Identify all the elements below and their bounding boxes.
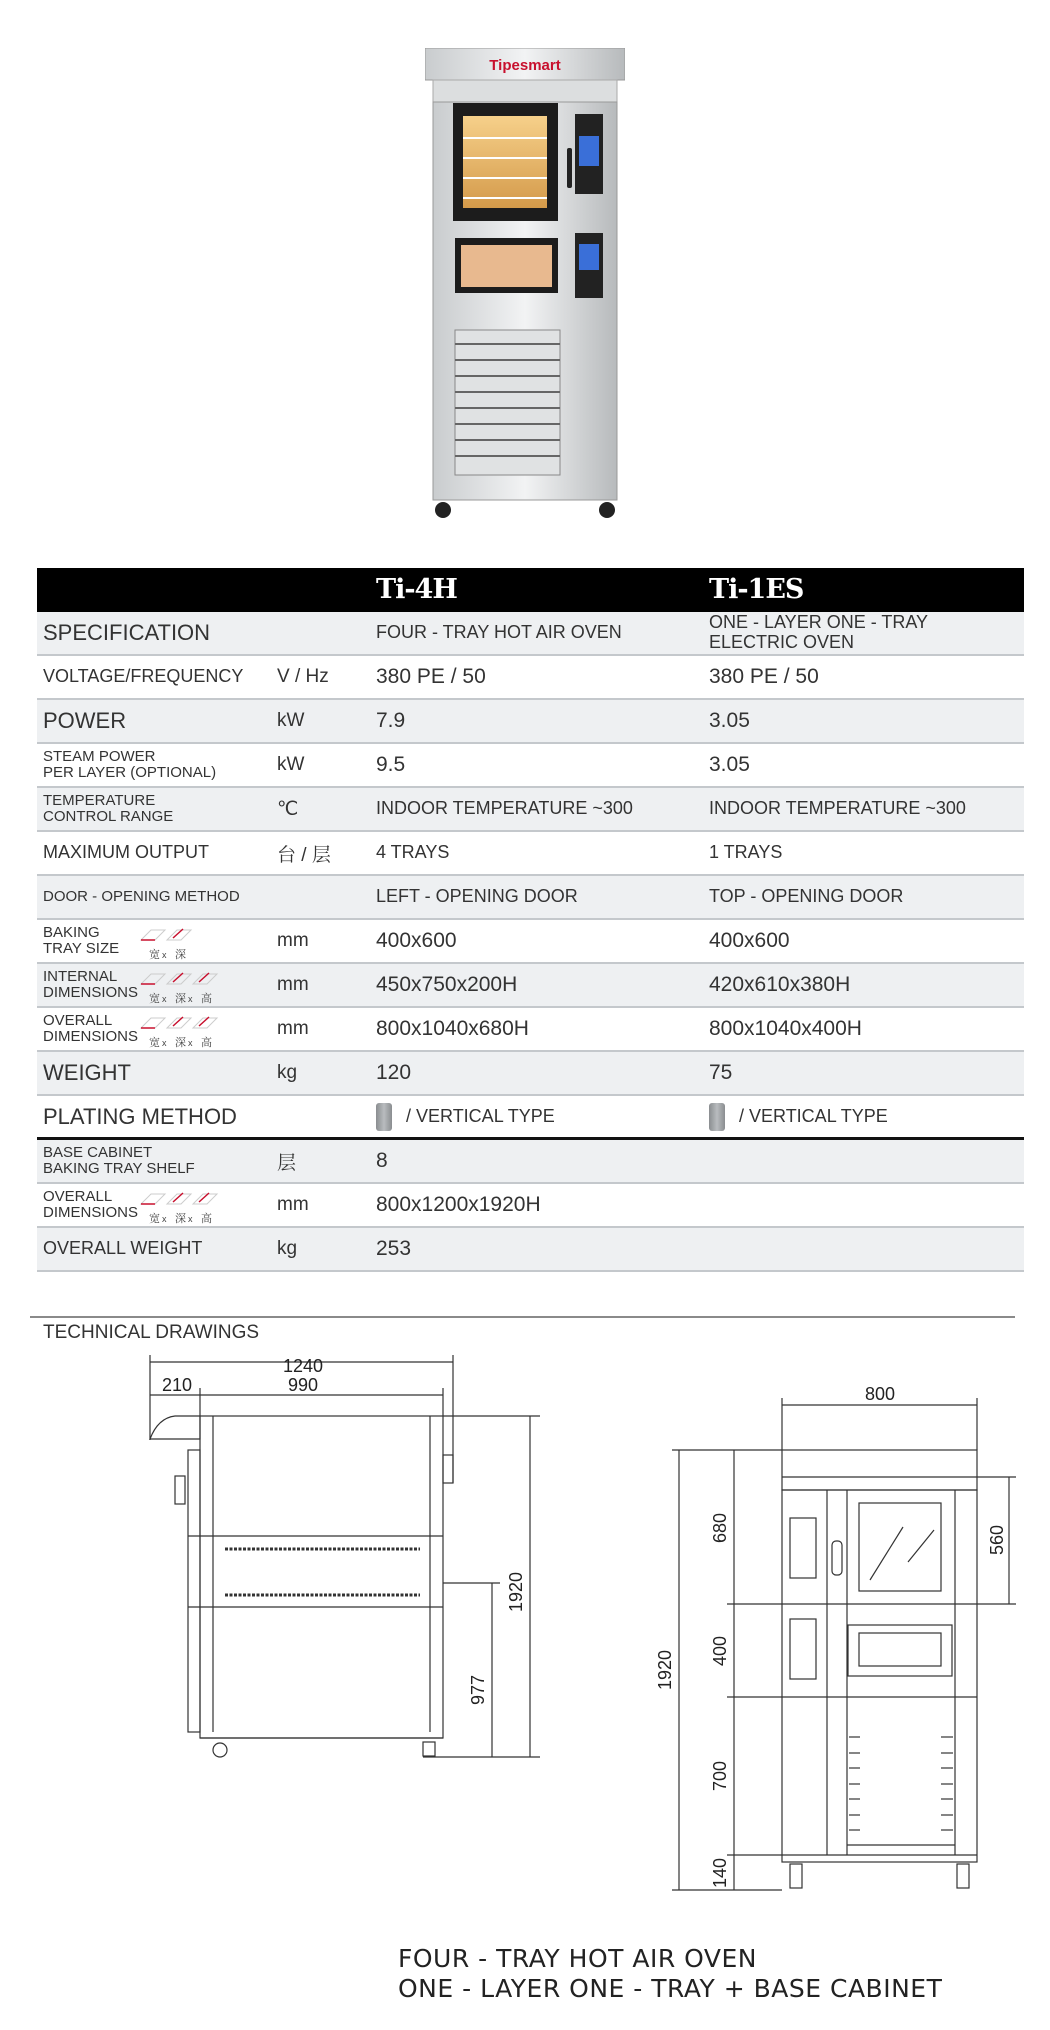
row-label-line: PLATING METHOD: [43, 1103, 237, 1129]
svg-text:深: 深: [175, 948, 186, 961]
drawings-title: TECHNICAL DRAWINGS: [43, 1322, 260, 1343]
value-line: 8: [376, 1149, 388, 1173]
row-label-line: DOOR - OPENING METHOD: [43, 887, 240, 905]
svg-text:宽: 宽: [149, 1212, 160, 1225]
dim-800: 800: [864, 1384, 896, 1404]
svg-text:x: x: [188, 1214, 193, 1224]
svg-text:宽: 宽: [149, 992, 160, 1005]
row-unit: mm: [277, 974, 309, 995]
value-line: 3.05: [709, 753, 750, 777]
row-label-line: POWER: [43, 707, 127, 733]
row-unit: mm: [277, 1194, 309, 1215]
dim-680: 680: [710, 1512, 730, 1544]
value-line: ONE - LAYER ONE - TRAY: [709, 612, 929, 633]
dim-990: 990: [287, 1375, 319, 1395]
row-label-line: BAKING TRAY SHELF: [43, 1160, 195, 1177]
value-line: LEFT - OPENING DOOR: [376, 886, 578, 907]
row-unit: ℃: [277, 798, 299, 820]
dim-700: 700: [710, 1760, 730, 1792]
value-line: 4 TRAYS: [376, 842, 450, 863]
svg-text:深: 深: [175, 1036, 186, 1049]
dim-1920-side: 1920: [506, 1571, 526, 1613]
row-label-line: BAKING: [43, 923, 100, 941]
value-line: 380 PE / 50: [709, 665, 819, 689]
dim-140: 140: [710, 1857, 730, 1889]
dim-560: 560: [987, 1524, 1007, 1556]
row-unit: mm: [277, 1018, 309, 1039]
value-line: 800x1200x1920H: [376, 1193, 541, 1217]
svg-text:高: 高: [201, 992, 212, 1005]
svg-text:x: x: [188, 994, 193, 1004]
dim-1920-front: 1920: [655, 1649, 675, 1691]
row-label-line: OVERALL WEIGHT: [43, 1238, 203, 1259]
value-line: 380 PE / 50: [376, 665, 486, 689]
value-line: 800x1040x400H: [709, 1017, 862, 1041]
value-text: / VERTICAL TYPE: [739, 1105, 888, 1126]
row-unit: kg: [277, 1062, 298, 1083]
row-label-line: VOLTAGE/FREQUENCY: [43, 666, 244, 687]
value-line: 400x600: [709, 929, 790, 953]
value-line: ELECTRIC OVEN: [709, 632, 855, 652]
row-unit: 层: [277, 1152, 297, 1174]
value-line: 450x750x200H: [376, 973, 518, 997]
value-line: 253: [376, 1237, 412, 1261]
front-view-drawing: [655, 1384, 1016, 1890]
row-unit: V / Hz: [277, 666, 329, 687]
model-ti-4h: Ti-4H: [376, 574, 457, 605]
svg-text:x: x: [188, 1038, 193, 1048]
row-label-line: WEIGHT: [43, 1059, 131, 1085]
row-label-line: BASE CABINET: [43, 1143, 153, 1161]
row-unit: mm: [277, 930, 309, 951]
dim-977: 977: [468, 1674, 488, 1706]
value-line: 120: [376, 1061, 412, 1085]
value-line: TOP - OPENING DOOR: [709, 886, 904, 907]
brand-logo: Tipesmart: [489, 57, 561, 74]
value-text: / VERTICAL TYPE: [406, 1105, 555, 1126]
dim-400: 400: [710, 1635, 730, 1667]
row-unit: 台 / 层: [277, 844, 331, 866]
svg-text:宽: 宽: [149, 1036, 160, 1049]
svg-text:宽: 宽: [149, 948, 160, 961]
svg-text:x: x: [162, 950, 167, 960]
value-line: INDOOR TEMPERATURE ~300: [376, 798, 633, 819]
value-line: 3.05: [709, 709, 750, 733]
svg-text:x: x: [162, 994, 167, 1004]
value-line: FOUR - TRAY HOT AIR OVEN: [376, 622, 622, 643]
drawing-caption-line-2: ONE - LAYER ONE - TRAY + BASE CABINET: [398, 1974, 943, 2003]
dim-210: 210: [161, 1375, 193, 1395]
row-unit: kW: [277, 710, 305, 731]
model-ti-1es: Ti-1ES: [709, 574, 804, 605]
value-line: 420x610x380H: [709, 973, 851, 997]
row-label-line: STEAM POWER: [43, 747, 156, 765]
row-label-line: TRAY SIZE: [43, 940, 120, 957]
row-unit: kW: [277, 754, 305, 775]
value-line: 800x1040x680H: [376, 1017, 529, 1041]
row-label-line: CONTROL RANGE: [43, 808, 174, 825]
svg-text:高: 高: [201, 1212, 212, 1225]
row-label-line: PER LAYER (OPTIONAL): [43, 764, 217, 781]
row-label-line: TEMPERATURE: [43, 791, 156, 809]
side-view-drawing: [150, 1355, 540, 1757]
value-line: 9.5: [376, 753, 406, 777]
row-label-line: DIMENSIONS: [43, 984, 139, 1001]
row-unit: kg: [277, 1238, 298, 1259]
row-label-line: DIMENSIONS: [43, 1204, 139, 1221]
row-label-line: INTERNAL: [43, 967, 118, 985]
value-line: 75: [709, 1061, 733, 1085]
dim-1240: 1240: [282, 1356, 324, 1376]
svg-text:深: 深: [175, 1212, 186, 1225]
drawing-caption-line-1: FOUR - TRAY HOT AIR OVEN: [398, 1944, 757, 1973]
svg-text:深: 深: [175, 992, 186, 1005]
value-line: INDOOR TEMPERATURE ~300: [709, 798, 966, 819]
row-label-line: MAXIMUM OUTPUT: [43, 842, 209, 863]
row-label-line: SPECIFICATION: [43, 619, 211, 645]
svg-text:x: x: [162, 1038, 167, 1048]
row-label-line: OVERALL: [43, 1187, 113, 1205]
row-label-line: OVERALL: [43, 1011, 113, 1029]
value-line: 7.9: [376, 709, 406, 733]
svg-text:高: 高: [201, 1036, 212, 1049]
value-line: 400x600: [376, 929, 457, 953]
svg-text:x: x: [162, 1214, 167, 1224]
row-label-line: DIMENSIONS: [43, 1028, 139, 1045]
value-line: 1 TRAYS: [709, 842, 783, 863]
